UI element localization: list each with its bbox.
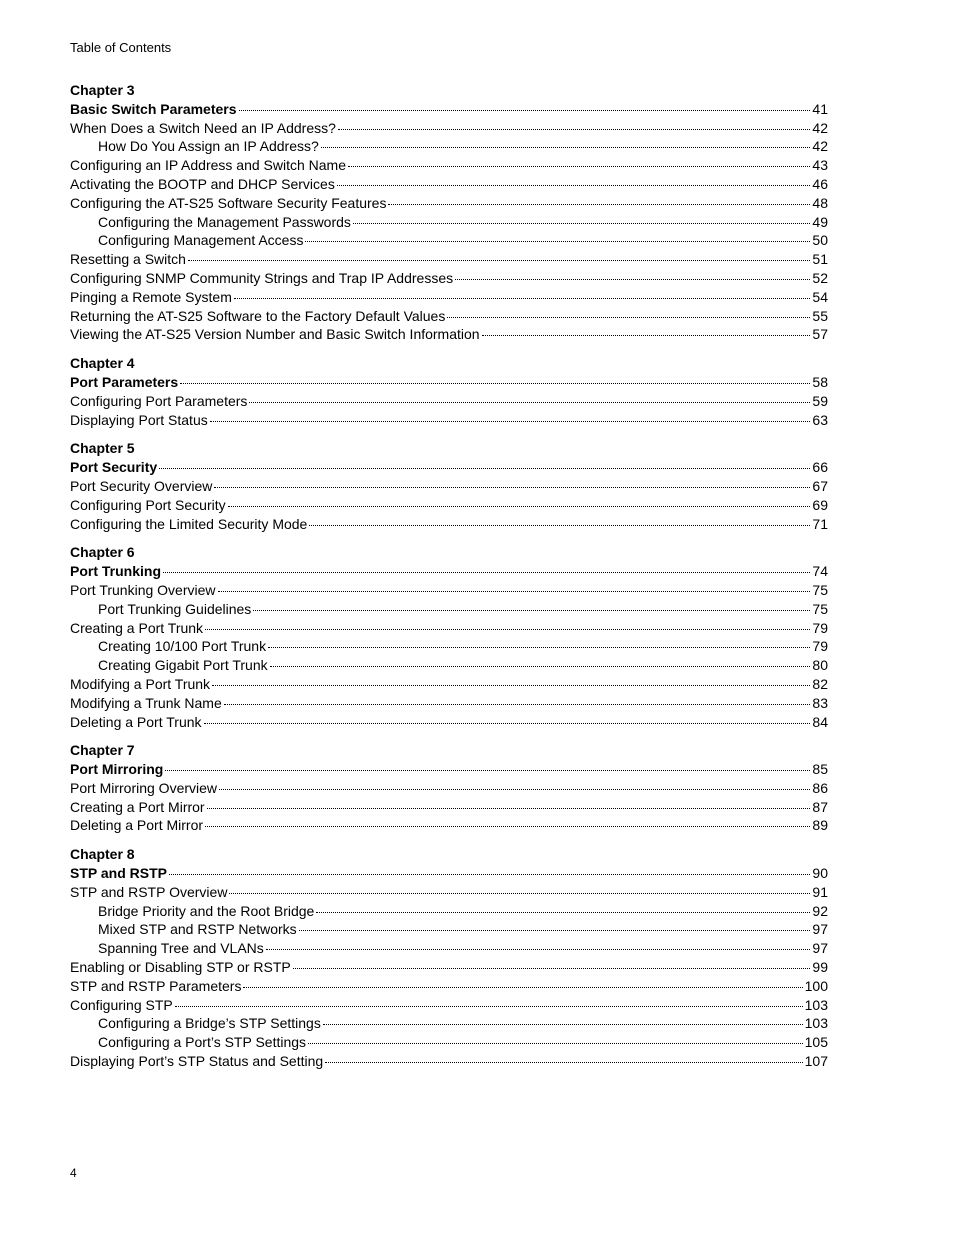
entry-page-number: 75 <box>812 581 828 598</box>
toc-entry[interactable] <box>70 194 828 213</box>
entry-title: Port Mirroring Overview <box>70 779 218 796</box>
entry-page-number: 74 <box>812 563 828 580</box>
entry-title: Creating a Port Mirror <box>70 798 205 815</box>
entry-page-number: 59 <box>812 392 828 409</box>
toc-subentry[interactable] <box>70 600 828 619</box>
entry-title: Configuring the AT-S25 Software Security Features <box>70 194 387 211</box>
dot-leader <box>169 874 810 875</box>
toc-entry[interactable] <box>70 581 828 600</box>
entry-page-number: 82 <box>812 675 828 692</box>
entry-page-number: 43 <box>812 157 828 174</box>
toc-entry[interactable] <box>70 269 828 288</box>
chapter-title-entry[interactable] <box>70 373 828 392</box>
toc-entry[interactable] <box>70 175 828 194</box>
chapter-title-entry[interactable] <box>70 562 828 581</box>
toc-entry[interactable] <box>70 411 828 430</box>
toc-entry[interactable] <box>70 515 828 534</box>
toc-entry[interactable] <box>70 307 828 326</box>
entry-title: Configuring STP <box>70 996 173 1013</box>
entry-title: STP and RSTP Overview <box>70 883 228 900</box>
entry-title: STP and RSTP Parameters <box>70 977 242 994</box>
entry-title: Configuring Port Security <box>70 496 226 513</box>
entry-title: Displaying Port’s STP Status and Setting <box>70 1053 324 1070</box>
toc-subentry[interactable] <box>70 1033 828 1052</box>
toc-entry[interactable] <box>70 325 828 344</box>
dot-leader <box>293 968 811 969</box>
chapter-section <box>70 354 828 429</box>
dot-leader <box>219 789 810 790</box>
dot-leader <box>388 204 810 205</box>
chapter-label: Chapter 4 <box>70 355 135 372</box>
entry-title: Configuring Port Parameters <box>70 392 248 409</box>
toc-subentry[interactable] <box>70 902 828 921</box>
chapter-label: Chapter 8 <box>70 846 135 863</box>
toc-subentry[interactable] <box>70 1014 828 1033</box>
entry-page-number: 92 <box>812 902 828 919</box>
entry-title: Port Mirroring <box>70 761 164 778</box>
chapter-label: Chapter 7 <box>70 742 135 759</box>
chapter-title-entry[interactable] <box>70 458 828 477</box>
toc-entry[interactable] <box>70 694 828 713</box>
entry-title: Spanning Tree and VLANs <box>98 940 264 957</box>
toc-entry[interactable] <box>70 156 828 175</box>
entry-page-number: 103 <box>804 996 828 1013</box>
entry-page-number: 58 <box>812 373 828 390</box>
dot-leader <box>229 893 810 894</box>
entry-title: Deleting a Port Mirror <box>70 817 204 834</box>
toc-subentry[interactable] <box>70 637 828 656</box>
chapter-title-entry[interactable] <box>70 100 828 119</box>
chapter-section <box>70 439 828 533</box>
toc-entry[interactable] <box>70 883 828 902</box>
dot-leader <box>214 487 810 488</box>
toc-entry[interactable] <box>70 288 828 307</box>
entry-title: Port Parameters <box>70 373 179 390</box>
dot-leader <box>204 723 811 724</box>
entry-title: Creating a Port Trunk <box>70 619 204 636</box>
toc-subentry[interactable] <box>70 939 828 958</box>
toc-entry[interactable] <box>70 119 828 138</box>
entry-page-number: 49 <box>812 213 828 230</box>
entry-page-number: 97 <box>812 921 828 938</box>
chapter-label: Chapter 6 <box>70 544 135 561</box>
toc-entry[interactable] <box>70 250 828 269</box>
chapter-section <box>70 741 828 835</box>
entry-title: Displaying Port Status <box>70 411 208 428</box>
dot-leader <box>228 506 811 507</box>
dot-leader <box>309 525 810 526</box>
entry-title: Port Trunking Guidelines <box>98 600 252 617</box>
chapter-section <box>70 543 828 731</box>
dot-leader <box>205 629 810 630</box>
dot-leader <box>163 572 810 573</box>
toc-entry[interactable] <box>70 996 828 1015</box>
entry-title: How Do You Assign an IP Address? <box>98 138 319 155</box>
toc-entry[interactable] <box>70 977 828 996</box>
entry-page-number: 66 <box>812 459 828 476</box>
dot-leader <box>243 987 802 988</box>
dot-leader <box>325 1062 802 1063</box>
dot-leader <box>338 129 811 130</box>
dot-leader <box>188 260 810 261</box>
dot-leader <box>348 166 810 167</box>
dot-leader <box>253 610 810 611</box>
dot-leader <box>455 279 810 280</box>
entry-title: Modifying a Port Trunk <box>70 675 211 692</box>
entry-page-number: 100 <box>804 977 828 994</box>
entry-page-number: 51 <box>812 251 828 268</box>
entry-page-number: 99 <box>812 959 828 976</box>
entry-page-number: 105 <box>804 1034 828 1051</box>
dot-leader <box>323 1024 803 1025</box>
entry-title: Viewing the AT-S25 Version Number and Basic Switch Information <box>70 326 480 343</box>
entry-page-number: 85 <box>812 761 828 778</box>
dot-leader <box>268 647 810 648</box>
dot-leader <box>205 826 810 827</box>
entry-page-number: 42 <box>812 138 828 155</box>
table-of-contents <box>70 81 828 1081</box>
entry-title: Configuring a Port’s STP Settings <box>98 1034 307 1051</box>
entry-page-number: 87 <box>812 798 828 815</box>
toc-entry[interactable] <box>70 392 828 411</box>
dot-leader <box>321 147 811 148</box>
entry-page-number: 83 <box>812 694 828 711</box>
chapter-title-entry[interactable] <box>70 864 828 883</box>
entry-page-number: 69 <box>812 496 828 513</box>
entry-title: Configuring Management Access <box>98 232 304 249</box>
entry-title: Activating the BOOTP and DHCP Services <box>70 175 335 192</box>
dot-leader <box>212 685 810 686</box>
entry-title: Configuring the Management Passwords <box>98 213 351 230</box>
dot-leader <box>305 241 810 242</box>
entry-title: Deleting a Port Trunk <box>70 713 202 730</box>
page-number: 4 <box>70 1166 77 1180</box>
dot-leader <box>159 468 810 469</box>
entry-title: Creating 10/100 Port Trunk <box>98 638 267 655</box>
dot-leader <box>224 704 811 705</box>
dot-leader <box>180 383 810 384</box>
entry-page-number: 67 <box>812 477 828 494</box>
chapter-label: Chapter 3 <box>70 82 135 98</box>
entry-page-number: 79 <box>812 638 828 655</box>
entry-title: Port Security <box>70 459 158 476</box>
entry-page-number: 75 <box>812 600 828 617</box>
dot-leader <box>308 1043 803 1044</box>
toc-entry[interactable] <box>70 1052 828 1071</box>
entry-page-number: 41 <box>812 100 828 117</box>
entry-page-number: 84 <box>812 713 828 730</box>
entry-page-number: 86 <box>812 779 828 796</box>
chapter-title-entry[interactable] <box>70 760 828 779</box>
entry-title: Enabling or Disabling STP or RSTP <box>70 959 291 976</box>
toc-entry[interactable] <box>70 675 828 694</box>
toc-entry[interactable] <box>70 798 828 817</box>
dot-leader <box>353 223 811 224</box>
toc-subentry[interactable] <box>70 213 828 232</box>
entry-title: Pinging a Remote System <box>70 288 232 305</box>
dot-leader <box>239 110 811 111</box>
entry-page-number: 80 <box>812 657 828 674</box>
entry-page-number: 46 <box>812 175 828 192</box>
dot-leader <box>447 317 810 318</box>
entry-title: When Does a Switch Need an IP Address? <box>70 119 336 136</box>
entry-page-number: 52 <box>812 269 828 286</box>
entry-title: Mixed STP and RSTP Networks <box>98 921 297 938</box>
entry-page-number: 50 <box>812 232 828 249</box>
dot-leader <box>175 1006 803 1007</box>
entry-title: Returning the AT-S25 Software to the Factory Default Values <box>70 307 446 324</box>
dot-leader <box>337 185 811 186</box>
toc-entry[interactable] <box>70 958 828 977</box>
toc-subentry[interactable] <box>70 231 828 250</box>
entry-page-number: 90 <box>812 865 828 882</box>
entry-title: Port Trunking <box>70 563 161 580</box>
entry-title: Bridge Priority and the Root Bridge <box>98 902 315 919</box>
toc-entry[interactable] <box>70 619 828 638</box>
entry-page-number: 48 <box>812 194 828 211</box>
entry-page-number: 42 <box>812 119 828 136</box>
toc-entry[interactable] <box>70 816 828 835</box>
entry-page-number: 63 <box>812 411 828 428</box>
toc-subentry[interactable] <box>70 137 828 156</box>
chapter-label: Chapter 5 <box>70 440 135 457</box>
chapter-section <box>70 845 828 1071</box>
dot-leader <box>207 808 811 809</box>
toc-subentry[interactable] <box>70 920 828 939</box>
entry-title: Configuring the Limited Security Mode <box>70 515 308 532</box>
dot-leader <box>218 591 811 592</box>
entry-title: Configuring a Bridge’s STP Settings <box>98 1015 321 1032</box>
entry-title: Resetting a Switch <box>70 251 186 268</box>
entry-page-number: 107 <box>804 1053 828 1070</box>
dot-leader <box>210 421 811 422</box>
entry-page-number: 89 <box>812 817 828 834</box>
toc-entry[interactable] <box>70 779 828 798</box>
dot-leader <box>266 949 811 950</box>
dot-leader <box>234 298 811 299</box>
chapter-section <box>70 81 828 344</box>
dot-leader <box>482 335 811 336</box>
entry-page-number: 55 <box>812 307 828 324</box>
toc-entry[interactable] <box>70 713 828 732</box>
dot-leader <box>316 912 810 913</box>
toc-entry[interactable] <box>70 477 828 496</box>
entry-title: Configuring SNMP Community Strings and Trap IP Addresses <box>70 269 454 286</box>
entry-title: Creating Gigabit Port Trunk <box>98 657 268 674</box>
dot-leader <box>249 402 810 403</box>
entry-page-number: 103 <box>804 1015 828 1032</box>
entry-title: Basic Switch Parameters <box>70 100 237 117</box>
entry-page-number: 79 <box>812 619 828 636</box>
entry-title: Configuring an IP Address and Switch Name <box>70 157 347 174</box>
dot-leader <box>165 770 810 771</box>
running-head: Table of Contents <box>70 40 172 55</box>
entry-page-number: 97 <box>812 940 828 957</box>
entry-page-number: 57 <box>812 326 828 343</box>
entry-page-number: 91 <box>812 883 828 900</box>
toc-entry[interactable] <box>70 496 828 515</box>
entry-title: Modifying a Trunk Name <box>70 694 222 711</box>
toc-subentry[interactable] <box>70 656 828 675</box>
dot-leader <box>270 666 811 667</box>
entry-title: STP and RSTP <box>70 865 167 882</box>
entry-page-number: 54 <box>812 288 828 305</box>
entry-title: Port Security Overview <box>70 477 213 494</box>
dot-leader <box>299 930 811 931</box>
entry-page-number: 71 <box>812 515 828 532</box>
entry-title: Port Trunking Overview <box>70 581 216 598</box>
